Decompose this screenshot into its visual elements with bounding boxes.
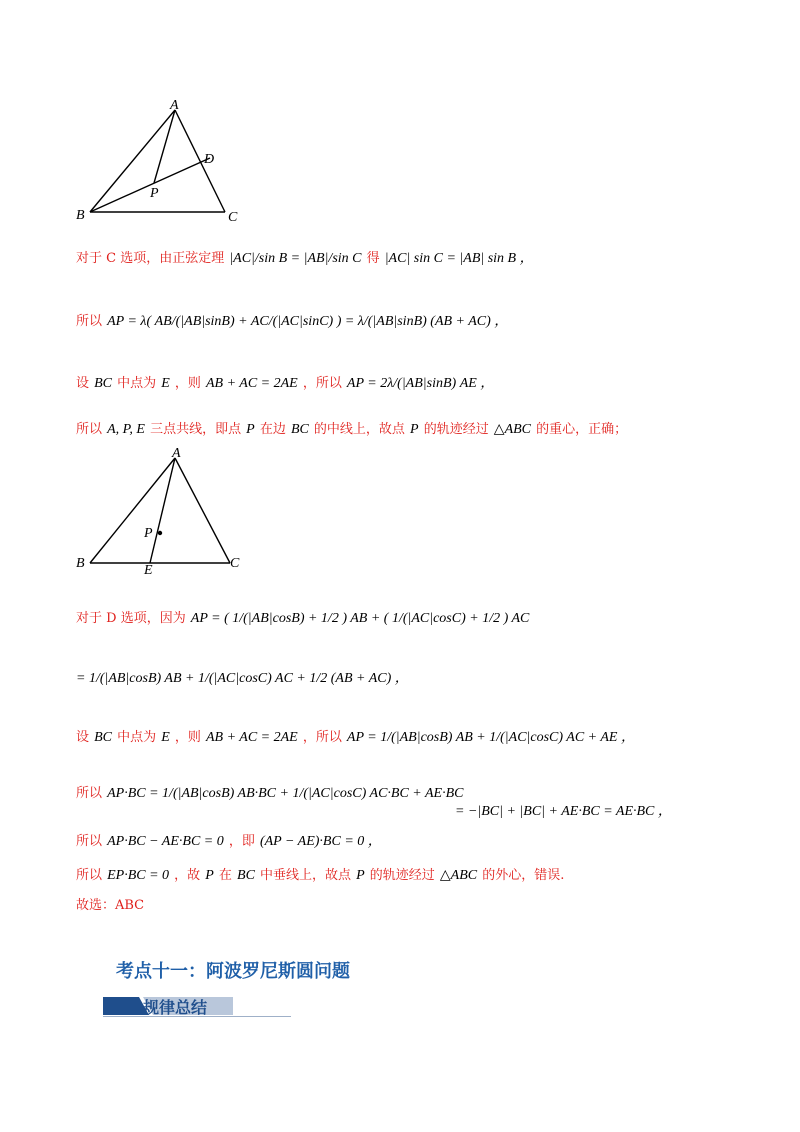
section-tag-label: 规律总结 bbox=[143, 998, 208, 1017]
para-c-eq2: |AC| sin C = |AB| sin B ， bbox=[384, 251, 534, 266]
triangle-figure-1 bbox=[80, 100, 250, 230]
para-d-line6 bbox=[76, 864, 564, 884]
para-d-line4b bbox=[455, 800, 672, 820]
answer-line: 故选：ABC bbox=[76, 898, 145, 913]
para-d-zhongchui: 中垂线上，故点 bbox=[260, 868, 352, 883]
para-d-bc: BC bbox=[94, 730, 112, 745]
para-d-gu: ，故 bbox=[174, 868, 201, 883]
fig2-label-c: C bbox=[230, 556, 240, 571]
para-c-line4 bbox=[76, 418, 627, 438]
fig2-label-b: B bbox=[76, 556, 85, 571]
para-d-suoyi: ，所以 bbox=[302, 730, 342, 745]
para-d-eq3: AB + AC = 2AE bbox=[205, 730, 298, 745]
para-d-p2: P bbox=[356, 868, 365, 883]
para-c-intro: 对于 C 选项，由正弦定理 bbox=[76, 251, 225, 266]
fig2-label-p: P bbox=[144, 526, 153, 541]
para-c-line4-c: 的中线上，故点 bbox=[313, 422, 405, 437]
para-c-line4-e: 的重心，正确； bbox=[536, 422, 628, 437]
para-c-suoyi: 所以 bbox=[76, 314, 103, 329]
para-d-eq9: EP·BC = 0 bbox=[107, 868, 170, 883]
para-d-suoyi3: 所以 bbox=[76, 834, 103, 849]
para-c-line4-b: 在边 bbox=[259, 422, 286, 437]
para-c-eq3: AP = λ( AB/(|AB|sinB) + AC/(|AC|sinC) ) = λ/(|AB|sinB) (AB + AC) ， bbox=[107, 314, 509, 329]
para-d-line1 bbox=[76, 607, 529, 627]
para-c-eq4: AB + AC = 2AE bbox=[205, 376, 298, 391]
para-c-de: 得 bbox=[366, 251, 380, 266]
para-d-p: P bbox=[205, 868, 214, 883]
para-c-bc2: BC bbox=[290, 422, 309, 437]
para-c-midpoint: 中点为 bbox=[117, 376, 157, 391]
para-c-eq1: |AC|/sin B = |AB|/sin C bbox=[229, 251, 362, 266]
fig2-label-e: E bbox=[144, 563, 153, 578]
para-c-line2 bbox=[76, 310, 508, 330]
para-d-eq2: = 1/(|AB|cosB) AB + 1/(|AC|cosC) AC + 1/2 (AB + AC) ， bbox=[76, 671, 409, 686]
para-d-suoyi2: 所以 bbox=[76, 786, 103, 801]
para-d-line3 bbox=[76, 726, 635, 746]
para-c-suoyi2: ，所以 bbox=[302, 376, 342, 391]
para-d-abc: △ABC bbox=[439, 868, 478, 883]
para-c-line3 bbox=[76, 372, 494, 392]
para-d-guiji: 的轨迹经过 bbox=[369, 868, 435, 883]
para-c-bc: BC bbox=[94, 376, 112, 391]
para-d-line5 bbox=[76, 830, 382, 850]
fig1-label-b: B bbox=[76, 208, 85, 223]
para-c-she: 设 bbox=[76, 376, 90, 391]
para-d-e: E bbox=[161, 730, 170, 745]
para-c-abc: △ABC bbox=[493, 422, 532, 437]
para-d-ji: ，即 bbox=[228, 834, 255, 849]
para-d-zai: 在 bbox=[218, 868, 232, 883]
para-c-e: E bbox=[161, 376, 170, 391]
para-d-eq8: (AP − AE)·BC = 0 ， bbox=[259, 834, 382, 849]
para-c-p2: P bbox=[410, 422, 419, 437]
para-c-ze: ，则 bbox=[174, 376, 201, 391]
para-c-ape: A, P, E bbox=[107, 422, 145, 437]
triangle-figure-2 bbox=[80, 448, 250, 578]
fig1-label-d: D bbox=[204, 152, 215, 167]
para-d-intro: 对于 D 选项，因为 bbox=[76, 611, 186, 626]
section-title: 考点十一：阿波罗尼斯圆问题 bbox=[116, 961, 350, 982]
para-d-eq4: AP = 1/(|AB|cosB) AB + 1/(|AC|cosC) AC + AE ， bbox=[346, 730, 635, 745]
para-c-eq5: AP = 2λ/(|AB|sinB) AE ， bbox=[346, 376, 495, 391]
para-d-eq1: AP = ( 1/(|AB|cosB) + 1/2 ) AB + ( 1/(|AC|cosC) + 1/2 ) AC bbox=[190, 611, 530, 626]
para-c-line4-d: 的轨迹经过 bbox=[423, 422, 489, 437]
para-d-ze: ，则 bbox=[174, 730, 201, 745]
fig1-label-p: P bbox=[150, 186, 159, 201]
para-d-waixin: 的外心，错误. bbox=[482, 868, 565, 883]
para-d-line2 bbox=[76, 667, 409, 687]
para-c-line4-a: 三点共线，即点 bbox=[150, 422, 242, 437]
section-tag-bar bbox=[103, 995, 291, 1019]
para-d-bc2: BC bbox=[237, 868, 255, 883]
para-d-midpoint: 中点为 bbox=[117, 730, 157, 745]
fig2-label-a: A bbox=[172, 446, 181, 461]
para-c-line4-pre: 所以 bbox=[76, 422, 103, 437]
para-d-suoyi4: 所以 bbox=[76, 868, 103, 883]
para-d-eq5: AP·BC = 1/(|AB|cosB) AB·BC + 1/(|AC|cosC) AC·BC + AE·BC bbox=[107, 786, 464, 801]
fig1-label-a: A bbox=[170, 98, 179, 113]
para-c-p: P bbox=[246, 422, 255, 437]
para-d-she: 设 bbox=[76, 730, 90, 745]
para-d-eq6: = −|BC| + |BC| + AE·BC = AE·BC ， bbox=[455, 804, 672, 819]
para-d-line4 bbox=[76, 782, 463, 802]
para-d-eq7: AP·BC − AE·BC = 0 bbox=[107, 834, 224, 849]
para-c-line1 bbox=[76, 247, 534, 267]
fig1-label-c: C bbox=[228, 210, 238, 225]
